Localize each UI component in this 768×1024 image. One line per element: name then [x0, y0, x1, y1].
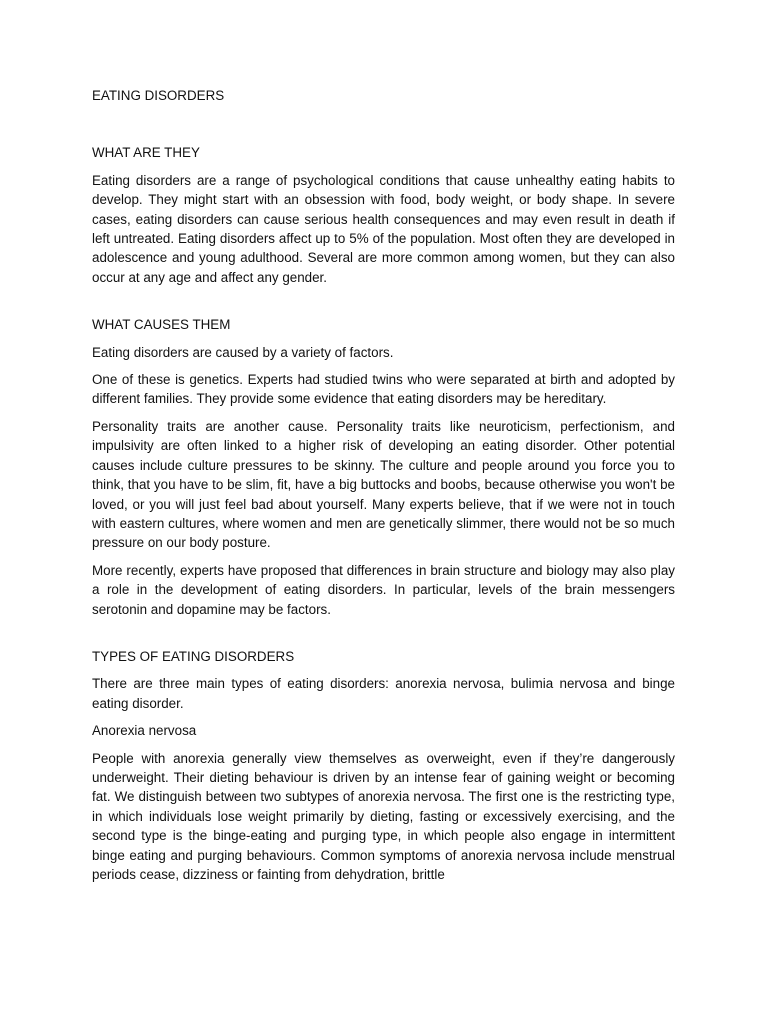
paragraph-personality: Personality traits are another cause. Personality traits like neuroticism, perfectionism, and impulsivity are often linked to a higher risk of developing an eating disorder. Other potential causes include culture pressures to be skinny. The culture and people around you force you to think, that you have to be slim, fit, have a big buttocks and boobs, because otherwise you won't be loved, or you will just feel bad about yourself. Many experts believe, that if we were not in touch with eastern cultures, where women and men are genetically slimmer, there would not be so much pressure on our body posture.	[92, 418, 675, 551]
paragraph-genetics: One of these is genetics. Experts had studied twins who were separated at birth and adopted by different families. They provide some evidence that eating disorders may be hereditary.	[92, 372, 675, 407]
document-title: EATING DISORDERS	[92, 88, 225, 103]
paragraph-brain: More recently, experts have proposed that differences in brain structure and biology may also play a role in the development of eating disorders. In particular, levels of the brain messengers serotonin and dopamine may be factors.	[92, 562, 675, 617]
subheading-anorexia: Anorexia nervosa	[92, 723, 197, 739]
section-heading-what-causes-them: WHAT CAUSES THEM	[92, 317, 231, 333]
paragraph-types-intro: There are three main types of eating disorders: anorexia nervosa, bulimia nervosa and binge eating disorder.	[92, 676, 675, 711]
paragraph-what-are-they: Eating disorders are a range of psychological conditions that cause unhealthy eating habits to develop. They might start with an obsession with food, body weight, or body shape. In severe cases, eating disorders can cause serious health consequences and may even result in death if left untreated. Eating disorders affect up to 5% of the population. Most often they are developed in adolescence and young adulthood. Several are more common among women, but they can also occur at any age and affect any gender.	[92, 172, 675, 285]
section-heading-what-are-they: WHAT ARE THEY	[92, 145, 200, 161]
paragraph-anorexia: People with anorexia generally view themselves as overweight, even if they’re dangerously underweight. Their dieting behaviour is driven by an intense fear of gaining weight or becoming fat. We distinguish between two subtypes of anorexia nervosa. The first one is the restricting type, in which individuals lose weight primarily by dieting, fasting or excessively exercising, and the second type is the binge-eating and purging type, in which people also engage in intermittent binge eating and purging behaviours. Common symptoms of anorexia nervosa include menstrual periods cease, dizziness or fainting from dehydration, brittle	[92, 750, 675, 882]
paragraph-causes-intro: Eating disorders are caused by a variety of factors.	[92, 344, 394, 360]
document-body	[92, 86, 675, 884]
section-heading-types: TYPES OF EATING DISORDERS	[92, 648, 295, 664]
